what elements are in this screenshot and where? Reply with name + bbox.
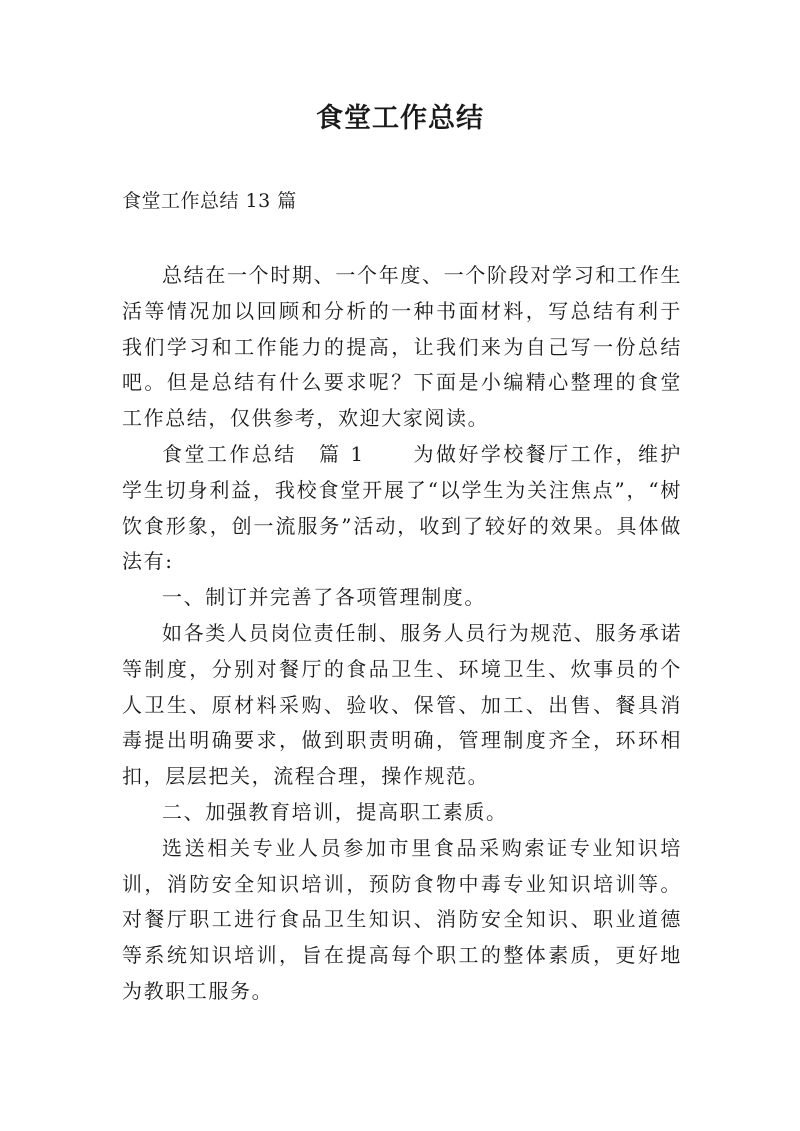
section-heading-1: 一、制订并完善了各项管理制度。 [162,585,486,610]
body-paragraph-1: 如各类人员岗位责任制、服务人员行为规范、服务承诺等制度，分别对餐厅的食品卫生、环境卫生、炊事员的个人卫生、原材料采购、验收、保管、加工、出售、餐具消毒提出明确要求，做到职责明确，管理制度齐全，环环相扣，层层把关，流程合理，操作规范。 [122,620,682,789]
section-paragraph [122,437,682,580]
body-paragraph-2: 选送相关专业人员参加市里食品采购索证专业知识培训，消防安全知识培训，预防食物中毒专业知识培训等。对餐厅职工进行食品卫生知识、消防安全知识、职业道德等系统知识培训，旨在提高每个职工的整体素质，更好地为教职工服务。 [122,835,682,1003]
document-title: 食堂工作总结 [316,103,484,134]
intro-paragraph: 总结在一个时期、一个年度、一个阶段对学习和工作生活等情况加以回顾和分析的一种书面材料，写总结有利于我们学习和工作能力的提高，让我们来为自己写一份总结吧。但是总结有什么要求呢？下面是小编精心整理的食堂工作总结，仅供参考，欢迎大家阅读。 [122,263,682,431]
section-label: 食堂工作总结 篇 1 [162,441,365,466]
section-text: 为做好学校餐厅工作，维护学生切身利益，我校食堂开展了“以学生为关注焦点”，“树饮食形象，创一流服务”活动，收到了较好的效果。具体做法有: [122,441,682,574]
document-subtitle: 食堂工作总结 13 篇 [122,190,297,212]
section-heading-2: 二、加强教育培训，提高职工素质。 [162,799,508,824]
document-body [122,258,682,1010]
